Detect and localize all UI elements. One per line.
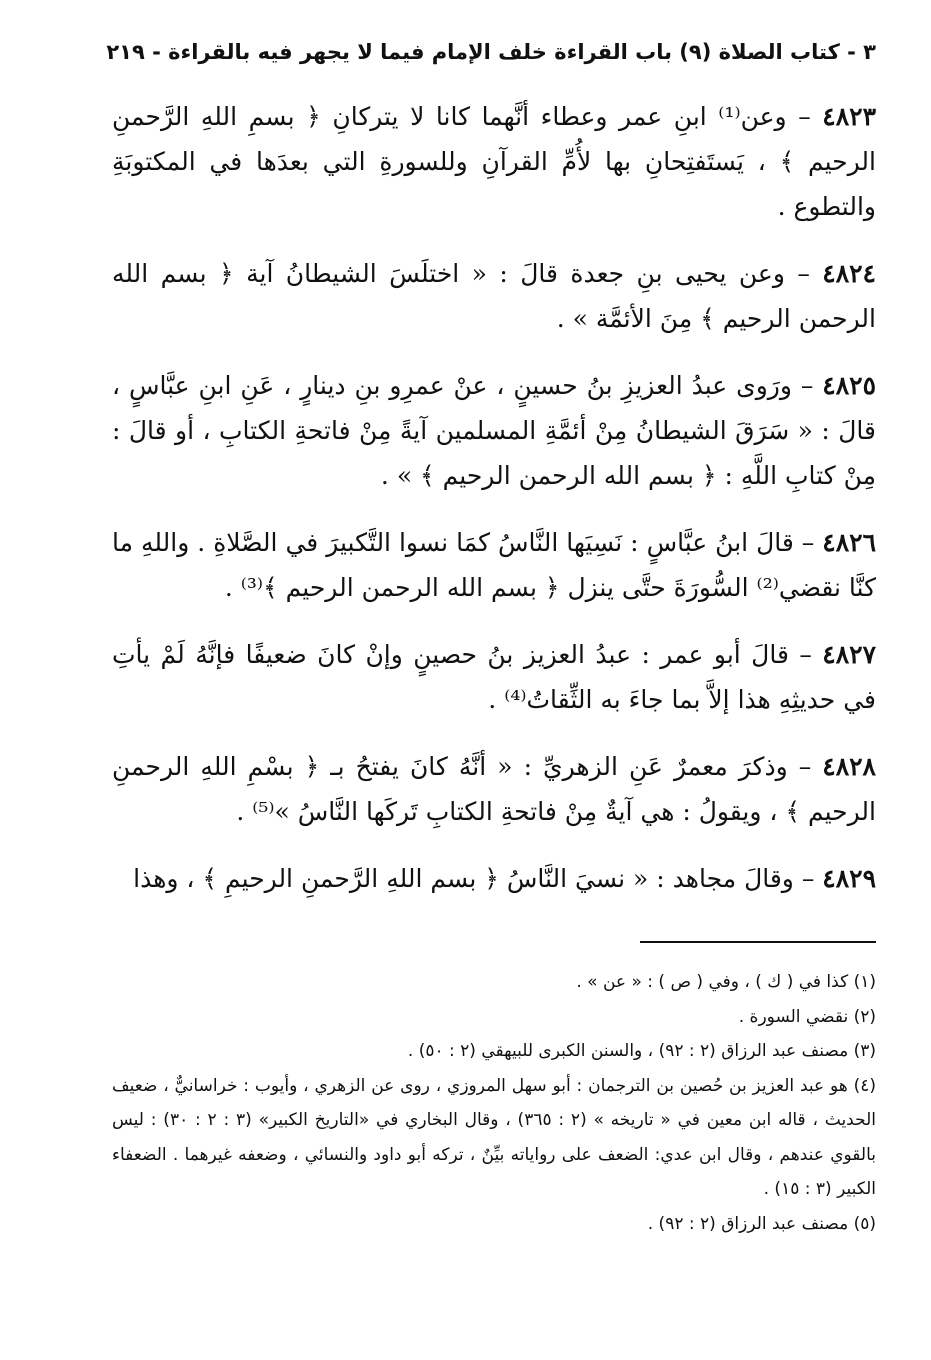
paragraph-4824: ٤٨٢٤ – وعن يحيى بنِ جعدة قالَ : « اختلَسَ الشيطانُ آية ﴿ بسم الله الرحمن الرحيم ﴾ مِنَ الأئمَّة » .	[112, 259, 876, 333]
footnote-1: (١) كذا في ( ك ) ، وفي ( ص ) : « عن » .	[576, 972, 876, 992]
paragraph-text: وذكرَ معمرٌ عَنِ الزهريِّ : « أنَّهُ كانَ يفتحُ بـ ﴿ بسْمِ اللهِ الرحمنِ الرحيم ﴾ ، ويقولُ : هي آيةٌ مِنْ فاتحةِ الكتابِ تَركَها النَّاسُ »⁽⁵⁾ .	[112, 752, 876, 826]
paragraph-4823: ٤٨٢٣ – وعن⁽¹⁾ ابنِ عمر وعطاء أنَّهما كانا لا يتركانِ ﴿ بسمِ اللهِ الرَّحمنِ الرحيم ﴾ ، يَستَفتِحانِ بها لأُمِّ القرآنِ وللسورةِ التي بعدَها في المكتوبَةِ والتطوع .	[112, 102, 876, 221]
paragraph-number: ٤٨٢٤	[822, 259, 876, 288]
paragraph-text: وعن يحيى بنِ جعدة قالَ : « اختلَسَ الشيطانُ آية ﴿ بسم الله الرحمن الرحيم ﴾ مِنَ الأئمَّة » .	[112, 259, 876, 333]
footnotes	[112, 965, 876, 1241]
paragraph-4829: ٤٨٢٩ – وقالَ مجاهد : « نسيَ النَّاسُ ﴿ بسم اللهِ الرَّحمنِ الرحيمِ ﴾ ، وهذا	[133, 864, 876, 893]
header-title: ٣ - كتاب الصلاة (٩) باب القراءة خلف الإمام فيما لا يجهر فيه بالقراءة - ٢١٩	[106, 40, 876, 64]
main-text	[112, 94, 876, 923]
footnote-4: (٤) هو عبد العزيز بن حُصين بن الترجمان : أبو سهل المروزي ، روى عن الزهري ، وأيوب : خراسانيٌّ ، ضعيف الحديث ، قاله ابن معين في « تاريخه » (٢ : ٣٦٥) ، وقال البخاري في «التاريخ الكبير» (٣ : ٢ : ٣٠) : ليس بالقوي عندهم ، وقال ابن عدي: الضعف على رواياته بيِّنٌ ، تركه أبو داود والنسائي ، وضعفه غيرهما . الضعفاء الكبير (٣ : ١٥) .	[112, 1075, 876, 1199]
paragraph-number: ٤٨٢٧	[822, 640, 876, 669]
paragraph-4827: ٤٨٢٧ – قالَ أبو عمر : عبدُ العزيز بنُ حصينٍ وإنْ كانَ ضعيفًا فإنَّهُ لَمْ يأتِ في حديثِهِ هذا إلاَّ بما جاءَ به الثِّقاتُ⁽⁴⁾ .	[112, 640, 876, 714]
footnote-2: (٢) نقضي السورة .	[738, 1006, 876, 1027]
paragraph-number: ٤٨٢٦	[822, 528, 876, 557]
paragraph-number: ٤٨٢٣	[822, 102, 876, 131]
paragraph-4828: ٤٨٢٨ – وذكرَ معمرٌ عَنِ الزهريِّ : « أنَّهُ كانَ يفتحُ بـ ﴿ بسْمِ اللهِ الرحمنِ الرحيم ﴾ ، ويقولُ : هي آيةٌ مِنْ فاتحةِ الكتابِ تَركَها النَّاسُ »⁽⁵⁾ .	[112, 752, 876, 826]
paragraph-text: قالَ ابنُ عبَّاسٍ : نَسِيَها النَّاسُ كمَا نسوا التَّكبيرَ في الصَّلاةِ . واللهِ ما كنَّا نقضي⁽²⁾ السُّورَةَ حتَّى ينزل ﴿ بسم الله الرحمن الرحيم ﴾⁽³⁾ .	[112, 528, 876, 602]
paragraph-text: قالَ أبو عمر : عبدُ العزيز بنُ حصينٍ وإنْ كانَ ضعيفًا فإنَّهُ لَمْ يأتِ في حديثِهِ هذا إلاَّ بما جاءَ به الثِّقاتُ⁽⁴⁾ .	[112, 640, 876, 714]
paragraph-text: وقالَ مجاهد : « نسيَ النَّاسُ ﴿ بسم اللهِ الرَّحمنِ الرحيمِ ﴾ ، وهذا	[133, 864, 794, 893]
paragraph-4826: ٤٨٢٦ – قالَ ابنُ عبَّاسٍ : نَسِيَها النَّاسُ كمَا نسوا التَّكبيرَ في الصَّلاةِ . واللهِ ما كنَّا نقضي⁽²⁾ السُّورَةَ حتَّى ينزل ﴿ بسم الله الرحمن الرحيم ﴾⁽³⁾ .	[112, 528, 876, 602]
paragraph-number: ٤٨٢٥	[822, 371, 876, 400]
running-header	[106, 40, 876, 64]
paragraph-text: وعن⁽¹⁾ ابنِ عمر وعطاء أنَّهما كانا لا يتركانِ ﴿ بسمِ اللهِ الرَّحمنِ الرحيم ﴾ ، يَستَفتِحانِ بها لأُمِّ القرآنِ وللسورةِ التي بعدَها في المكتوبَةِ والتطوع .	[112, 102, 876, 221]
paragraph-text: ورَوى عبدُ العزيزِ بنُ حسينٍ ، عنْ عمرِو بنِ دينارٍ ، عَنِ ابنِ عبَّاسٍ ، قالَ : « سَرَقَ الشيطانُ مِنْ أئمَّةِ المسلمين آيةً مِنْ فاتحةِ الكتابِ ، أو قالَ : مِنْ كتابِ اللَّهِ : ﴿ بسم الله الرحمن الرحيم ﴾ » .	[112, 371, 876, 490]
footnote-3: (٣) مصنف عبد الرزاق (٢ : ٩٢) ، والسنن الكبرى للبيهقي (٢ : ٥٠) .	[407, 1041, 876, 1061]
footnote-separator	[640, 941, 876, 943]
footnote-5: (٥) مصنف عبد الرزاق (٢ : ٩٢) .	[647, 1213, 876, 1234]
paragraph-number: ٤٨٢٨	[822, 752, 876, 781]
paragraph-4825: ٤٨٢٥ – ورَوى عبدُ العزيزِ بنُ حسينٍ ، عنْ عمرِو بنِ دينارٍ ، عَنِ ابنِ عبَّاسٍ ، قالَ : « سَرَقَ الشيطانُ مِنْ أئمَّةِ المسلمين آيةً مِنْ فاتحةِ الكتابِ ، أو قالَ : مِنْ كتابِ اللَّهِ : ﴿ بسم الله الرحمن الرحيم ﴾ » .	[112, 371, 876, 490]
paragraph-number: ٤٨٢٩	[822, 864, 876, 893]
